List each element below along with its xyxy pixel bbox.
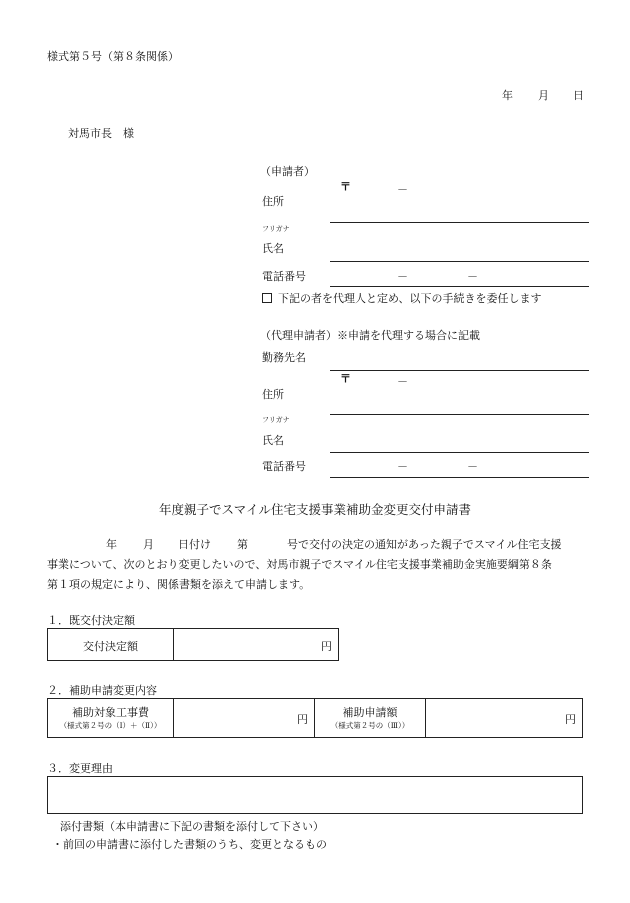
body-line2: 事業について、次のとおり変更したいので、対馬市親子でスマイル住宅支援事業補助金実施要綱第８条 xyxy=(47,558,552,571)
body-dated: 日付け xyxy=(178,538,211,551)
form-number: 様式第５号（第８条関係） xyxy=(47,50,179,63)
section1-table xyxy=(47,628,339,661)
addressee: 対馬市長 様 xyxy=(68,127,134,140)
date-day-label: 日 xyxy=(573,89,584,102)
applicant-address-field[interactable] xyxy=(330,222,589,223)
section1-heading: １．既交付決定額 xyxy=(47,614,135,627)
agent-heading: （代理申請者）※申請を代理する場合に記載 xyxy=(260,329,480,342)
applicant-phone-label: 電話番号 xyxy=(262,270,306,283)
body-line3: 第１項の規定により、関係書類を添えて申請します。 xyxy=(47,578,311,591)
cost-sub-label: （様式第２号の（Ⅰ）＋（Ⅱ）） xyxy=(59,721,162,730)
document-title: 年度親子でスマイル住宅支援事業補助金変更交付申請書 xyxy=(158,502,471,517)
agent-phone-label: 電話番号 xyxy=(262,460,306,473)
phone-dash-1: － xyxy=(397,270,408,283)
amount-label-cell xyxy=(315,704,425,731)
section2-heading: ２．補助申請変更内容 xyxy=(47,684,157,697)
agent-postal-mark: 〒 xyxy=(340,372,351,385)
cost-label: 補助対象工事費 xyxy=(72,706,149,719)
agent-name-field[interactable] xyxy=(330,452,589,453)
agent-address-field[interactable] xyxy=(330,414,589,415)
applicant-address-label: 住所 xyxy=(262,195,284,208)
delegation-text: 下記の者を代理人と定め、以下の手続きを委任します xyxy=(278,292,542,305)
amount-sub-label: （様式第２号の（Ⅲ）） xyxy=(330,721,410,730)
delegation-row[interactable] xyxy=(262,290,542,306)
granted-amount-unit: 円 xyxy=(321,640,332,653)
section3-heading: ３．変更理由 xyxy=(47,762,113,775)
agent-furigana-label: フリガナ xyxy=(262,416,290,424)
attachments-heading: 添付書類（本申請書に下記の書類を添付して下さい） xyxy=(60,820,324,833)
agent-phone-field[interactable] xyxy=(330,477,589,478)
agent-postal-dash: － xyxy=(397,375,408,388)
applicant-furigana-label: フリガナ xyxy=(262,225,290,233)
agent-workplace-label: 勤務先名 xyxy=(262,351,306,364)
cost-label-cell xyxy=(48,704,173,731)
amount-label: 補助申請額 xyxy=(342,706,398,719)
applicant-name-label: 氏名 xyxy=(262,242,284,255)
cost-field[interactable] xyxy=(174,699,314,737)
granted-amount-label: 交付決定額 xyxy=(83,640,138,653)
section2-table xyxy=(47,698,583,738)
delegation-checkbox[interactable] xyxy=(262,293,272,303)
agent-workplace-field[interactable] xyxy=(330,370,589,371)
granted-amount-field[interactable] xyxy=(174,629,338,660)
amount-field[interactable] xyxy=(426,699,582,737)
date-year-label: 年 xyxy=(502,89,513,102)
body-month: 月 xyxy=(143,538,154,551)
change-reason-field[interactable] xyxy=(47,776,583,814)
body-year: 年 xyxy=(106,538,117,551)
agent-address-label: 住所 xyxy=(262,388,284,401)
cost-unit: 円 xyxy=(297,713,308,726)
applicant-heading: （申請者） xyxy=(260,165,315,178)
agent-name-label: 氏名 xyxy=(262,434,284,447)
agent-phone-dash-2: － xyxy=(467,460,478,473)
postal-mark: 〒 xyxy=(340,180,351,193)
date-month-label: 月 xyxy=(538,89,549,102)
attachments-item-1: ・前回の申請書に添付した書類のうち、変更となるもの xyxy=(52,838,327,851)
phone-dash-2: － xyxy=(467,270,478,283)
applicant-name-field[interactable] xyxy=(330,261,589,262)
body-line1-rest: 号で交付の決定の通知があった親子でスマイル住宅支援 xyxy=(287,538,562,551)
applicant-phone-field[interactable] xyxy=(330,286,589,287)
agent-phone-dash-1: － xyxy=(397,460,408,473)
amount-unit: 円 xyxy=(565,713,576,726)
postal-dash: － xyxy=(397,183,408,196)
body-dai: 第 xyxy=(237,538,248,551)
